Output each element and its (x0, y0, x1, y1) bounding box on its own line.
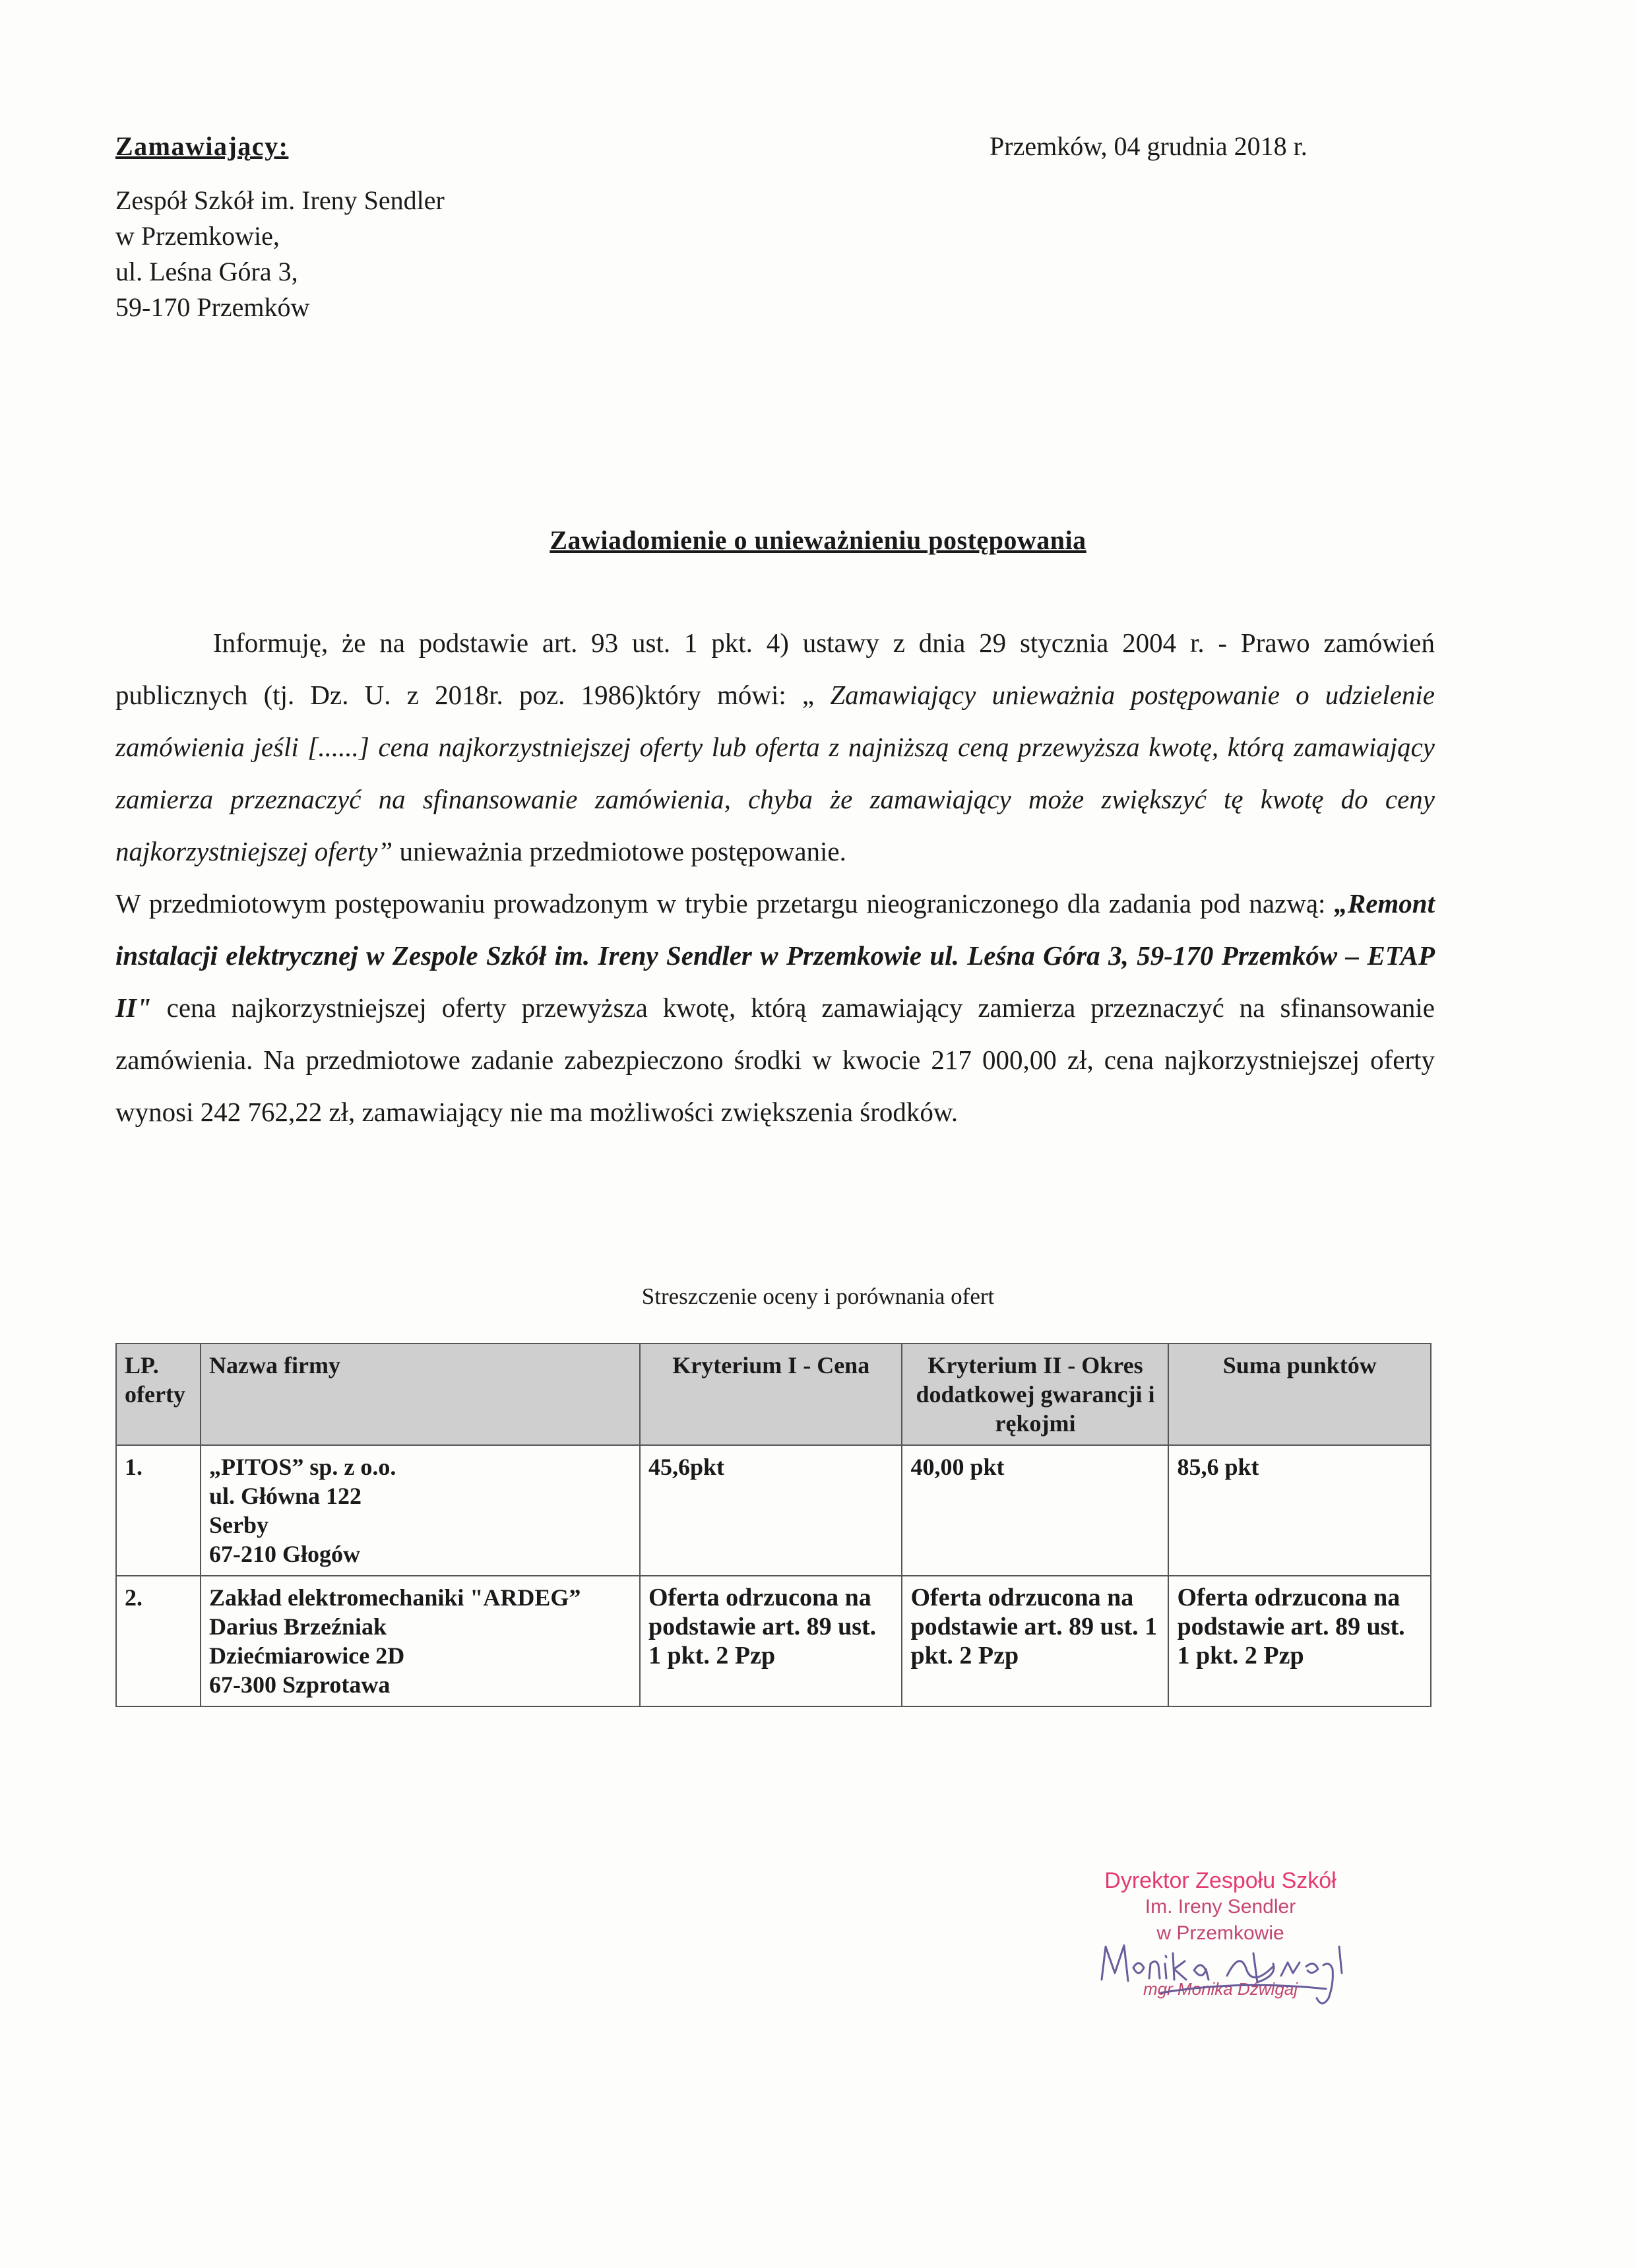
table-caption: Streszczenie oceny i porównania ofert (641, 1283, 995, 1309)
table-row (116, 1445, 1431, 1576)
orderer-line: 59-170 Przemków (115, 292, 310, 322)
header-sum: Suma punktów (1168, 1344, 1431, 1445)
cell-warranty: 40,00 pkt (902, 1445, 1168, 1576)
legal-basis-end: unieważnia przedmiotowe postępowanie. (393, 836, 846, 866)
company-line: 67-300 Szprotawa (209, 1671, 391, 1698)
company-line: Serby (209, 1512, 268, 1538)
orderer-line: ul. Leśna Góra 3, (115, 257, 298, 286)
company-line: „PITOS” sp. z o.o. (209, 1454, 396, 1480)
cell-sum: Oferta odrzucona na podstawie art. 89 ust. 1 pkt. 2 Pzp (1168, 1576, 1431, 1706)
stamp-line: w Przemkowie (1156, 1922, 1284, 1944)
cell-company (201, 1445, 640, 1576)
company-line: Zakład elektromechaniki "ARDEG” (209, 1584, 581, 1611)
task-end: cena najkorzystniejszej oferty przewyższa kwotę, którą zamawiający zamierza przeznaczyć na sfinansowanie zamówienia. Na przedmiotowe zadanie zabezpieczono środki w kwocie 217 000,00 zł, cena najkorzystniejszej oferty wynosi 242 762,22 zł, zamawiający nie ma możliwości zwiększenia środków. (115, 992, 1435, 1127)
cell-warranty: Oferta odrzucona na podstawie art. 89 ust. 1 pkt. 2 Pzp (902, 1576, 1168, 1706)
company-line: Dziećmiarowice 2D (209, 1642, 405, 1669)
cell-price: Oferta odrzucona na podstawie art. 89 ust. 1 pkt. 2 Pzp (640, 1576, 902, 1706)
task-name: „Remont instalacji elektrycznej w Zespole Szkół im. Ireny Sendler w Przemkowie ul. Leśna Góra 3, 59-170 Przemków – ETAP II" (115, 888, 1435, 1023)
header-price: Kryterium I - Cena (640, 1344, 902, 1445)
cell-company (201, 1576, 640, 1706)
legal-quote: Zamawiający unieważnia postępowanie o udzielenie zamówienia jeśli [......] cena najkorzystniejszej oferty lub oferta z najniższą ceną przewyższa kwotę, którą zamawiający zamierza przeznaczyć na sfinansowanie zamówienia, chyba że zamawiający może zwiększyć tę kwotę do ceny najkorzystniejszej oferty” (115, 680, 1435, 866)
cell-price: 45,6pkt (640, 1445, 902, 1576)
handwritten-signature (1095, 1927, 1372, 2013)
table-row (116, 1576, 1431, 1706)
orderer-block (115, 129, 445, 325)
orderer-line: Zespół Szkół im. Ireny Sendler (115, 185, 445, 215)
orderer-label: Zamawiający: (115, 131, 289, 161)
cell-lp: 2. (116, 1576, 201, 1706)
cell-lp: 1. (116, 1445, 201, 1576)
paragraph-legal-basis (115, 617, 1435, 878)
stamp-line: Dyrektor Zespołu Szkół (1104, 1868, 1337, 1893)
document-title: Zawiadomienie o unieważnieniu postępowania (550, 525, 1086, 555)
table-header-row (116, 1344, 1431, 1445)
task-intro: W przedmiotowym postępowaniu prowadzonym w trybie przetargu nieograniczonego dla zadania pod nazwą: (115, 888, 1335, 919)
stamp-line: Im. Ireny Sendler (1145, 1896, 1296, 1918)
offers-table (115, 1343, 1432, 1707)
orderer-line: w Przemkowie, (115, 221, 280, 251)
stamp-line: mgr Monika Dźwigaj (1143, 1979, 1298, 1999)
company-line: 67-210 Głogów (209, 1541, 360, 1567)
header-warranty: Kryterium II - Okres dodatkowej gwarancji i rękojmi (902, 1344, 1168, 1445)
body-text (115, 617, 1435, 1138)
company-line: ul. Główna 122 (209, 1483, 362, 1509)
place-date: Przemków, 04 grudnia 2018 r. (990, 131, 1307, 161)
paragraph-task (115, 878, 1435, 1138)
company-line: Darius Brzeźniak (209, 1613, 387, 1640)
header-lp: LP. oferty (116, 1344, 201, 1445)
header-company: Nazwa firmy (201, 1344, 640, 1445)
cell-sum: 85,6 pkt (1168, 1445, 1431, 1576)
legal-basis-intro: Informuję, że na podstawie art. 93 ust. 1 pkt. 4) ustawy z dnia 29 stycznia 2004 r. - Prawo zamówień publicznych (tj. Dz. U. z 2018r. poz. 1986)który mówi: „ (115, 628, 1435, 710)
